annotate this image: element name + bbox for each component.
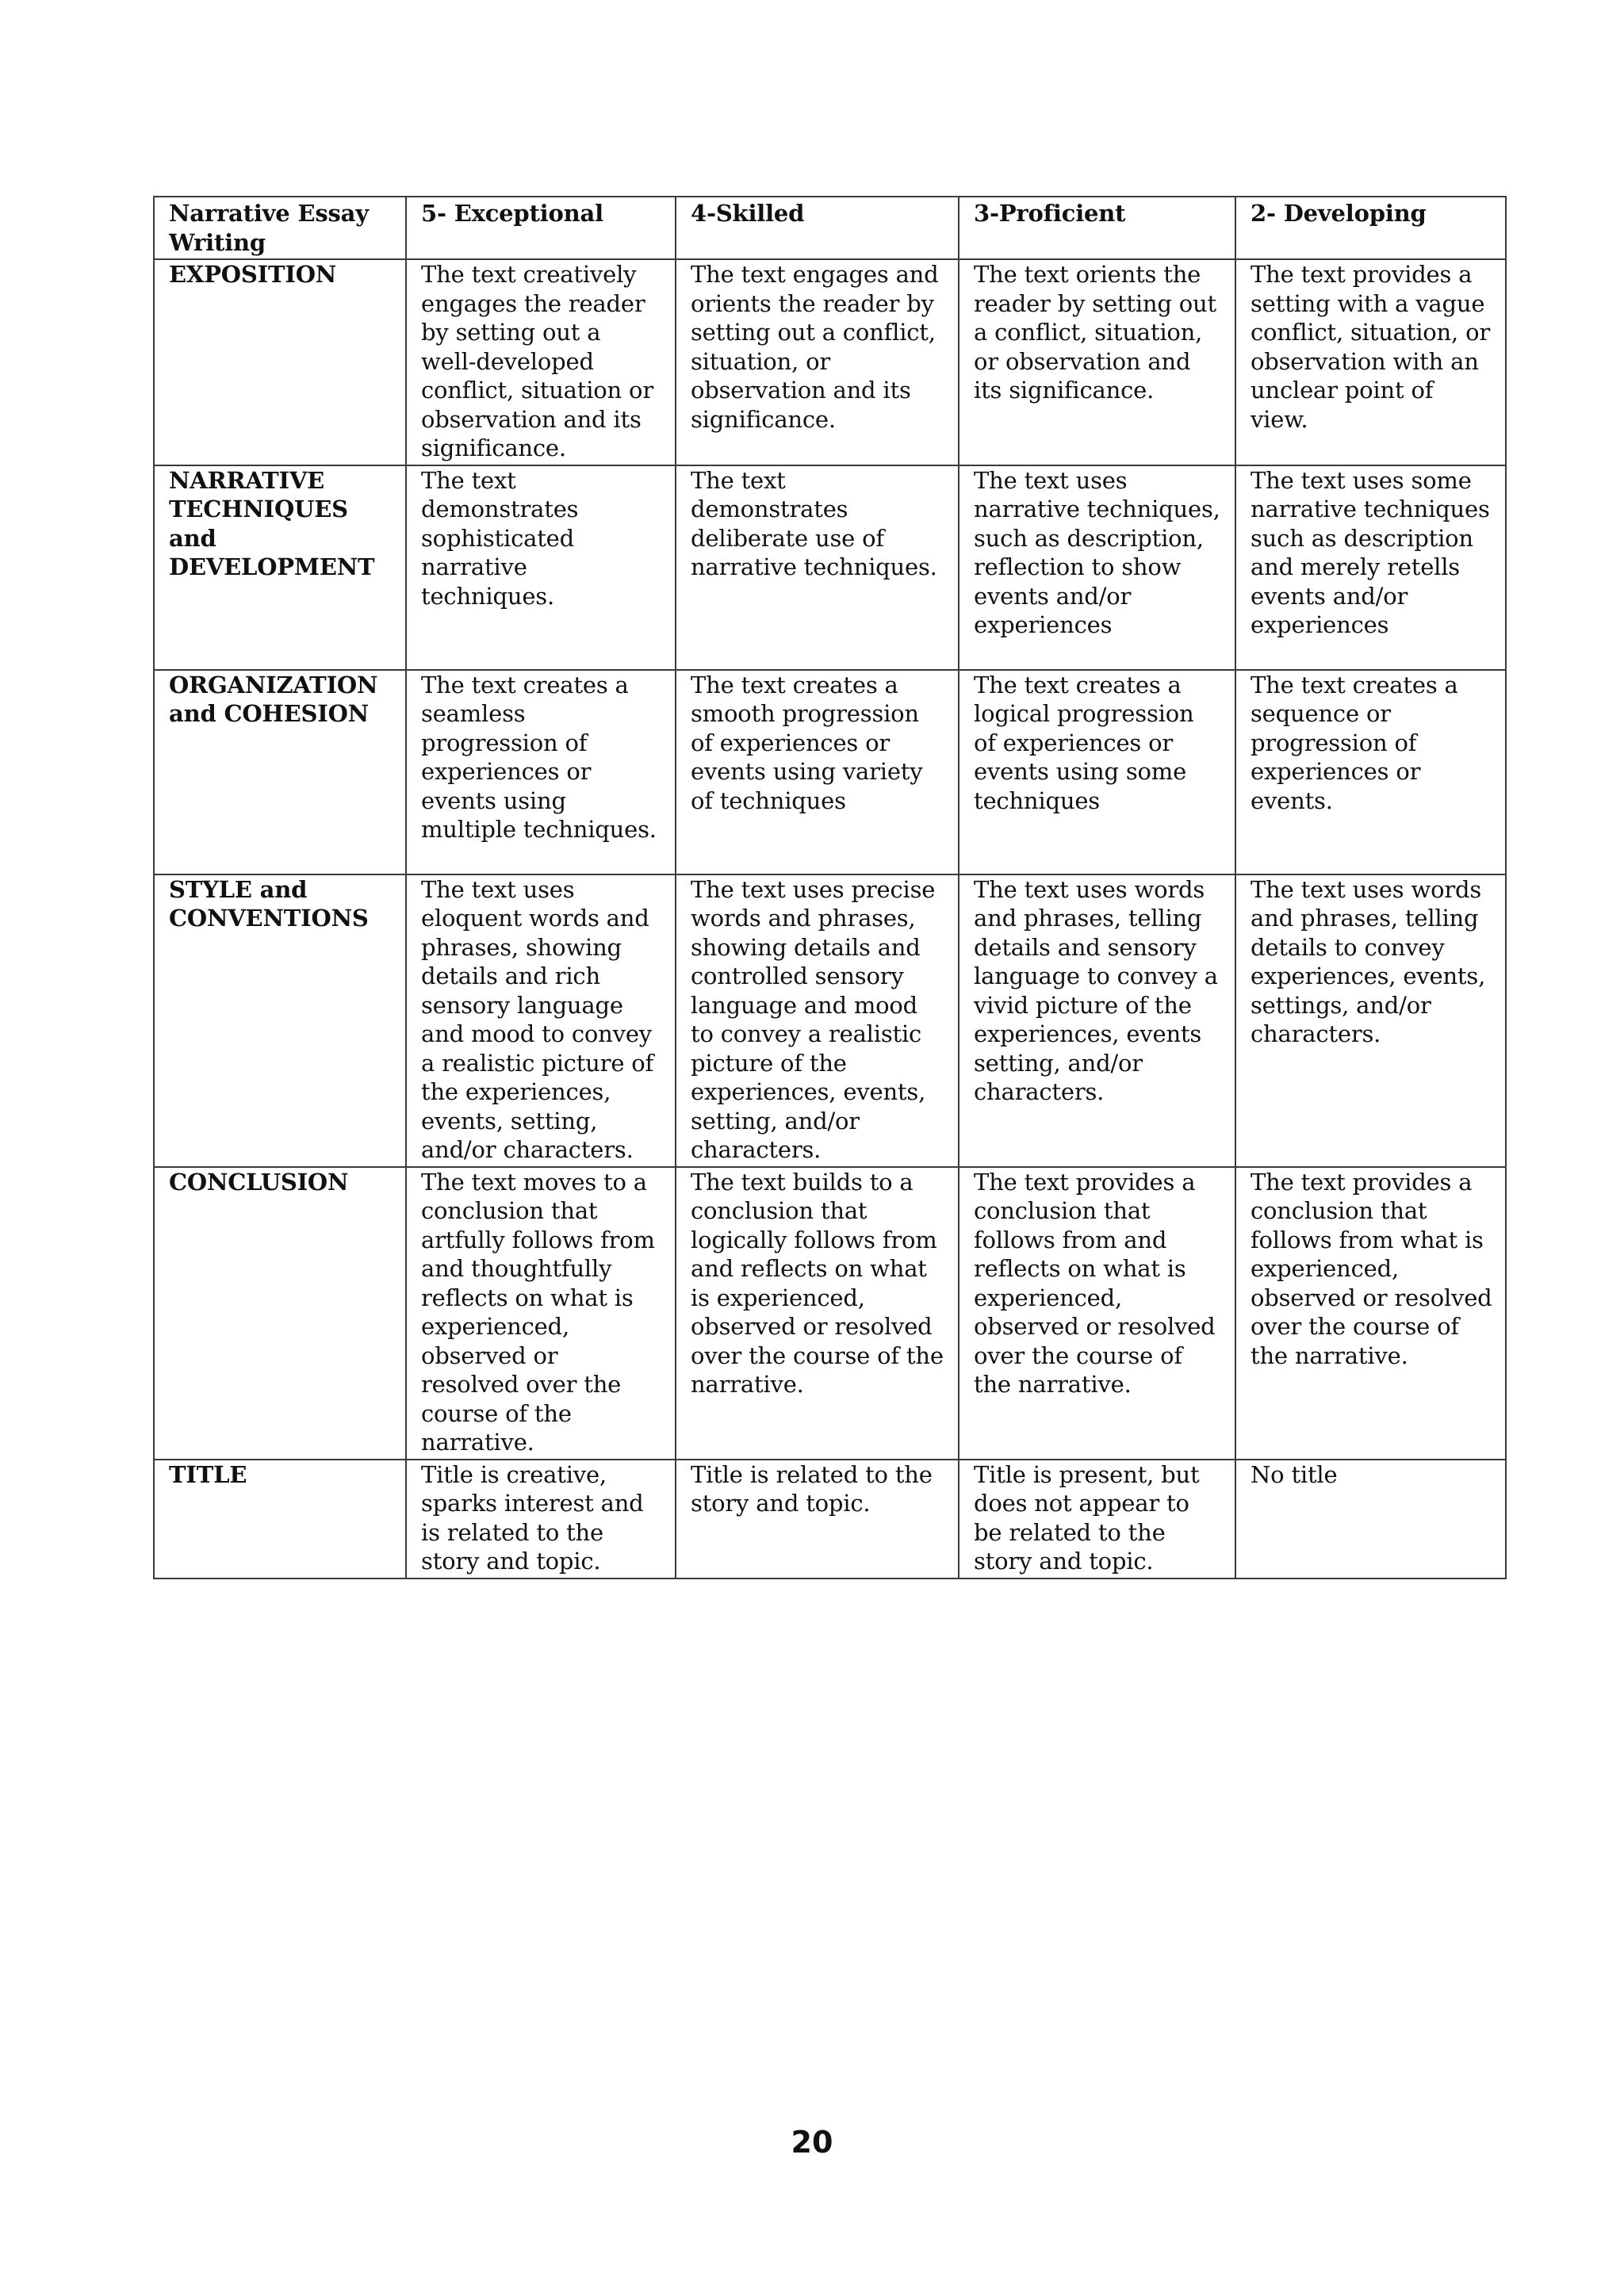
rubric-cell: The text engages and orients the reader by setting out a conflict, situation, or observation and its significance. bbox=[676, 259, 959, 465]
rubric-row-exposition bbox=[154, 259, 1506, 465]
rubric-cell: The text uses eloquent words and phrases, showing details and rich sensory language and mood to convey a realistic picture of the experiences, events, setting, and/or characters. bbox=[406, 874, 676, 1167]
page-number: 20 bbox=[791, 2125, 833, 2160]
rubric-row-narrative-techniques bbox=[154, 465, 1506, 670]
rubric-cell: No title bbox=[1235, 1460, 1506, 1578]
rubric-cell: The text provides a conclusion that follows from and reflects on what is experienced, observed or resolved over the course of the narrative. bbox=[959, 1167, 1235, 1460]
rubric-cell: The text orients the reader by setting out a conflict, situation, or observation and its significance. bbox=[959, 259, 1235, 465]
header-proficient: 3-Proficient bbox=[959, 197, 1235, 259]
rubric-cell: The text provides a conclusion that follows from what is experienced, observed or resolved over the course of the narrative. bbox=[1235, 1167, 1506, 1460]
header-developing: 2- Developing bbox=[1235, 197, 1506, 259]
rubric-cell: Title is present, but does not appear to be related to the story and topic. bbox=[959, 1460, 1235, 1578]
rubric-cell: Title is related to the story and topic. bbox=[676, 1460, 959, 1578]
rubric-cell: The text uses some narrative techniques such as description and merely retells events and/or experiences bbox=[1235, 465, 1506, 670]
rubric-cell: The text provides a setting with a vague conflict, situation, or observation with an unclear point of view. bbox=[1235, 259, 1506, 465]
rubric-cell: The text uses words and phrases, telling details and sensory language to convey a vivid picture of the experiences, events setting, and/or characters. bbox=[959, 874, 1235, 1167]
criterion-label: TITLE bbox=[154, 1460, 406, 1578]
header-criteria: Narrative Essay Writing bbox=[154, 197, 406, 259]
rubric-cell: The text uses precise words and phrases, showing details and controlled sensory language and mood to convey a realistic picture of the experiences, events, setting, and/or characters. bbox=[676, 874, 959, 1167]
criterion-label: CONCLUSION bbox=[154, 1167, 406, 1460]
rubric-cell: The text builds to a conclusion that logically follows from and reflects on what is experienced, observed or resolved over the course of the narrative. bbox=[676, 1167, 959, 1460]
rubric-cell: The text demonstrates deliberate use of narrative techniques. bbox=[676, 465, 959, 670]
rubric-cell: The text creatively engages the reader by setting out a well-developed conflict, situation or observation and its significance. bbox=[406, 259, 676, 465]
header-skilled: 4-Skilled bbox=[676, 197, 959, 259]
header-exceptional: 5- Exceptional bbox=[406, 197, 676, 259]
rubric-cell: Title is creative, sparks interest and is related to the story and topic. bbox=[406, 1460, 676, 1578]
rubric-cell: The text creates a seamless progression of experiences or events using multiple techniques. bbox=[406, 670, 676, 874]
rubric-row-style bbox=[154, 874, 1506, 1167]
rubric-cell: The text creates a sequence or progression of experiences or events. bbox=[1235, 670, 1506, 874]
rubric-cell: The text demonstrates sophisticated narrative techniques. bbox=[406, 465, 676, 670]
rubric-header-row bbox=[154, 197, 1506, 259]
rubric-cell: The text moves to a conclusion that artfully follows from and thoughtfully reflects on what is experienced, observed or resolved over the course of the narrative. bbox=[406, 1167, 676, 1460]
rubric-cell: The text uses words and phrases, telling details to convey experiences, events, settings, and/or characters. bbox=[1235, 874, 1506, 1167]
rubric-cell: The text creates a smooth progression of experiences or events using variety of techniques bbox=[676, 670, 959, 874]
rubric-cell: The text creates a logical progression of experiences or events using some techniques bbox=[959, 670, 1235, 874]
rubric-row-title bbox=[154, 1460, 1506, 1578]
rubric-cell: The text uses narrative techniques, such as description, reflection to show events and/or experiences bbox=[959, 465, 1235, 670]
criterion-label: NARRATIVE TECHNIQUES and DEVELOPMENT bbox=[154, 465, 406, 670]
rubric-row-conclusion bbox=[154, 1167, 1506, 1460]
criterion-label: EXPOSITION bbox=[154, 259, 406, 465]
rubric-table bbox=[153, 196, 1507, 1579]
criterion-label: ORGANIZATION and COHESION bbox=[154, 670, 406, 874]
criterion-label: STYLE and CONVENTIONS bbox=[154, 874, 406, 1167]
rubric-row-organization bbox=[154, 670, 1506, 874]
